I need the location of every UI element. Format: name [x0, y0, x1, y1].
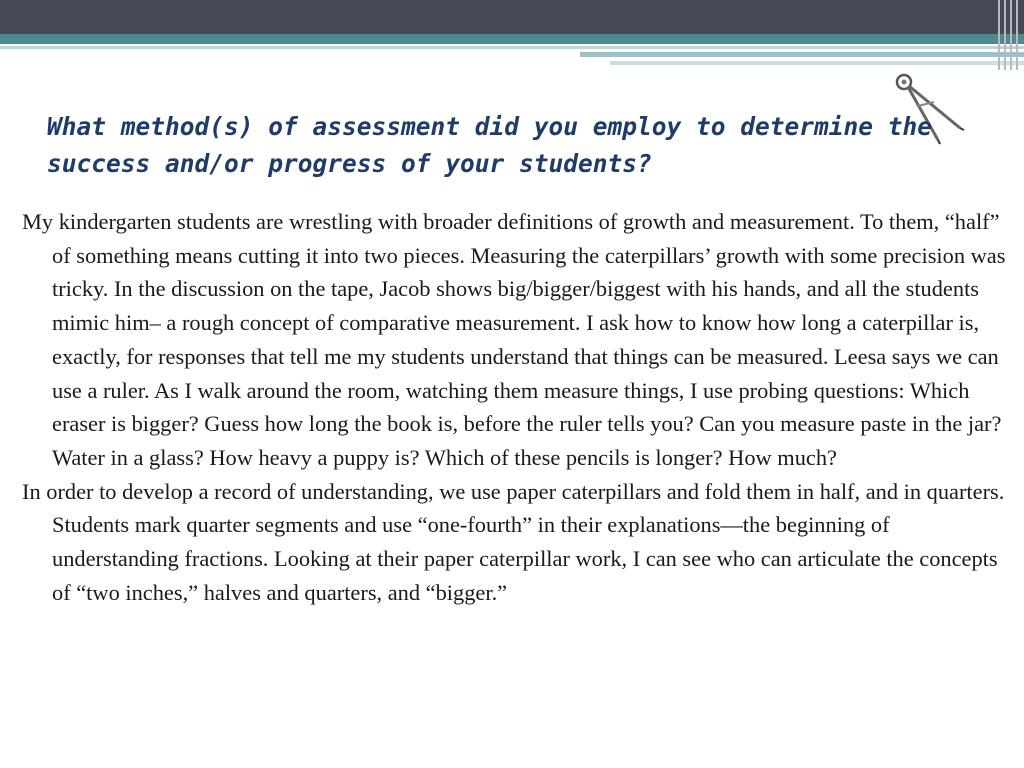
slide-body: [22, 205, 1017, 609]
header-accent-line: [0, 46, 1024, 49]
slide-title: What method(s) of assessment did you employ to determine the success and/or progress of your students?: [47, 112, 933, 178]
header-accent-line: [610, 61, 1024, 65]
body-paragraph: In order to develop a record of understanding, we use paper caterpillars and fold them in half, and in quarters. Students mark quarter segments and use “one-fourth” in their explanations—the beginning of understanding fractions. Looking at their paper caterpillar work, I can see who can articulate the concepts of “two inches,” halves and quarters, and “bigger.”: [22, 478, 1005, 605]
body-paragraph: My kindergarten students are wrestling with broader definitions of growth and measurement. To them, “half” of something means cutting it into two pieces. Measuring the caterpillars’ growth with some precision was tricky. In the discussion on the tape, Jacob shows big/bigger/biggest with his hands, and all the students mimic him– a rough concept of comparative measurement. I ask how to know how long a caterpillar is, exactly, for responses that tell me my students understand that things can be measured. Leesa says we can use a ruler. As I walk around the room, watching them measure things, I use probing questions: Which eraser is bigger? Guess how long the book is, before the ruler tells you? Can you measure paste in the jar? Water in a glass? How heavy a puppy is? Which of these pencils is longer? How much?: [22, 209, 1006, 470]
header-accent-line: [580, 52, 1024, 57]
header-bar: [0, 0, 1024, 34]
header-side-bars: [994, 0, 1024, 70]
header-accent-stripe: [0, 34, 1024, 44]
